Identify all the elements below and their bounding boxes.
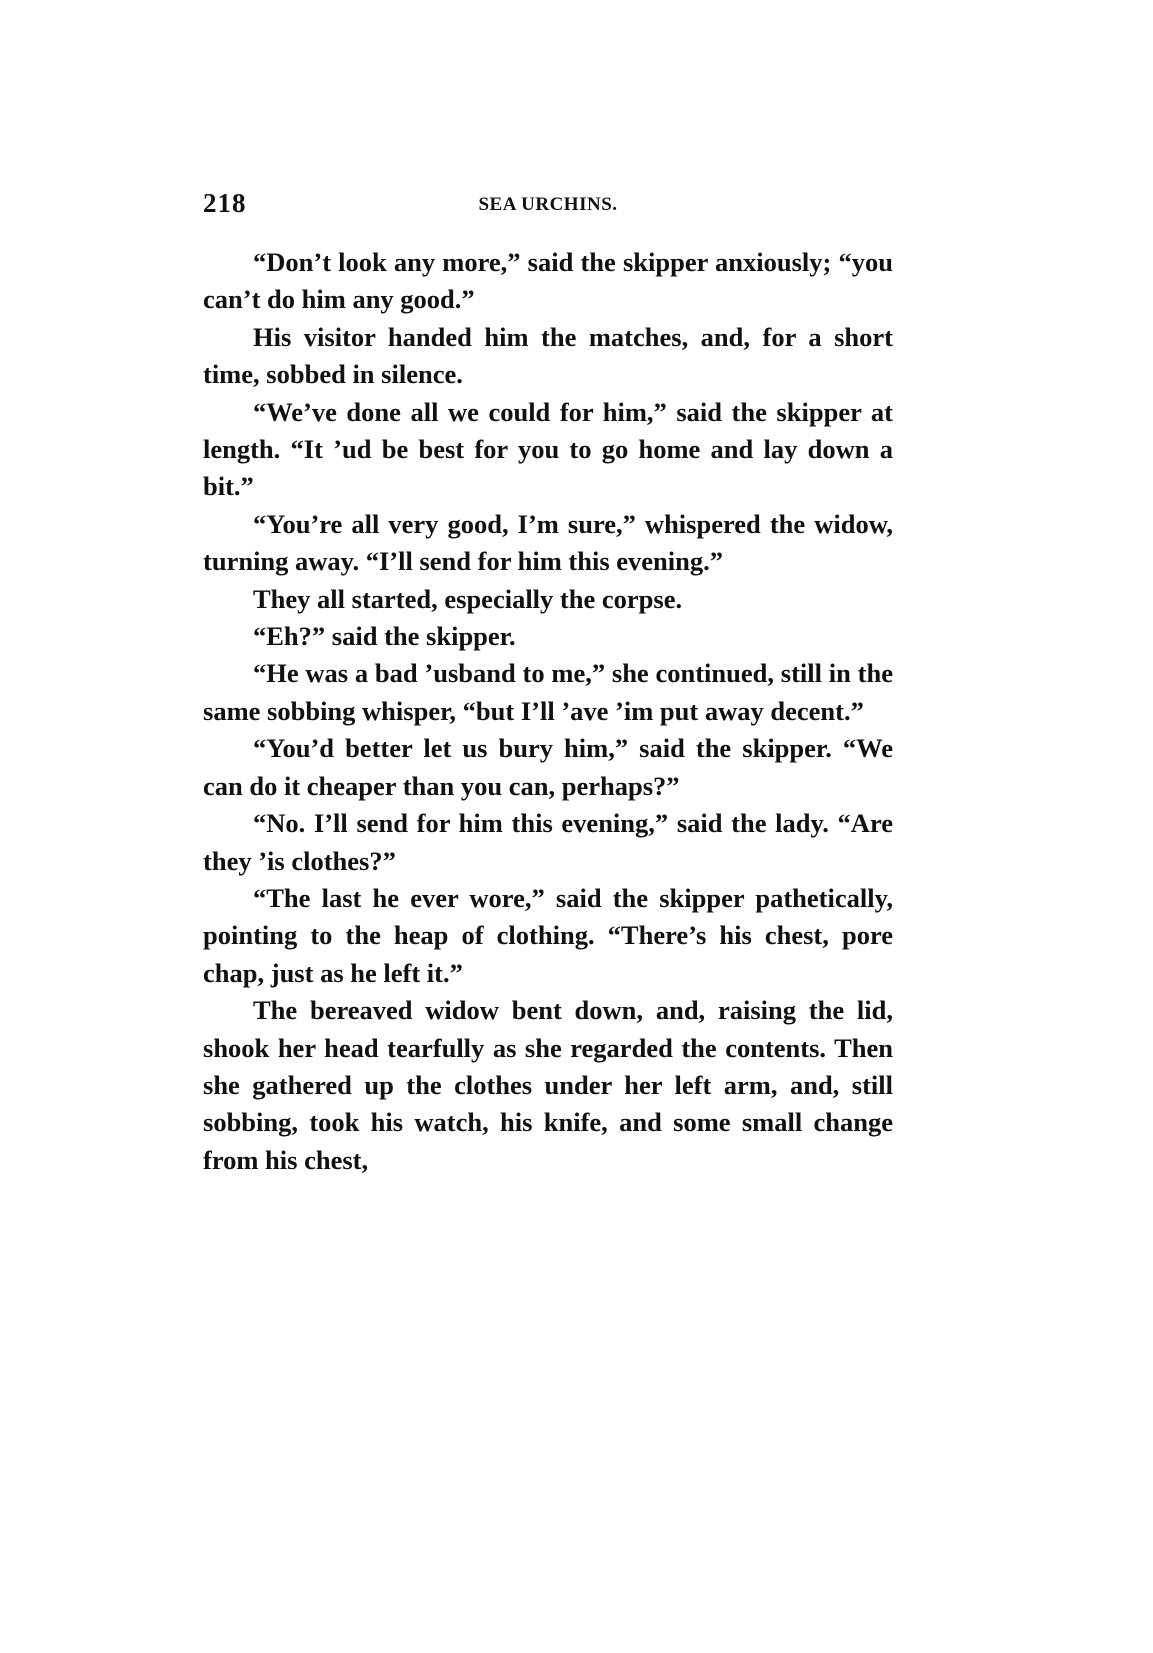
paragraph: “The last he ever wore,” said the skipper pathetically, pointing to the heap of clothing. “There’s his chest, pore chap, just as he left it.”: [203, 882, 893, 988]
paragraph: The bereaved widow bent down, and, raising the lid, shook her head tearfully as she regarded the contents. Then she gathered up the clothes under her left arm, and, still sobbing, took his watch, his knife, and some small change from his chest,: [203, 995, 893, 1175]
book-page: [203, 188, 893, 1179]
paragraph: “Don’t look any more,” said the skipper anxiously; “you can’t do him any good.”: [203, 247, 893, 315]
paragraph: “Eh?” said the skipper.: [253, 621, 516, 652]
paragraph: “You’d better let us bury him,” said the skipper. “We can do it cheaper than you can, perhaps?”: [203, 733, 893, 801]
running-header: [203, 188, 893, 228]
page-number: 218: [203, 188, 247, 218]
paragraph: His visitor handed him the matches, and, for a short time, sobbed in silence.: [203, 321, 893, 390]
running-title: SEA URCHINS.: [478, 194, 618, 215]
paragraph: They all started, especially the corpse.: [253, 583, 683, 614]
paragraph: “You’re all very good, I’m sure,” whispered the widow, turning away. “I’ll send for him this evening.”: [203, 508, 893, 577]
paragraph: “We’ve done all we could for him,” said the skipper at length. “It ’ud be best for you to go home and lay down a bit.”: [203, 396, 893, 502]
paragraph: “No. I’ll send for him this evening,” said the lady. “Are they ’is clothes?”: [203, 808, 893, 876]
paragraph: “He was a bad ’usband to me,” she continued, still in the same sobbing whisper, “but I’ll ’ave ’im put away decent.”: [203, 658, 893, 726]
body-text: [203, 244, 893, 1179]
